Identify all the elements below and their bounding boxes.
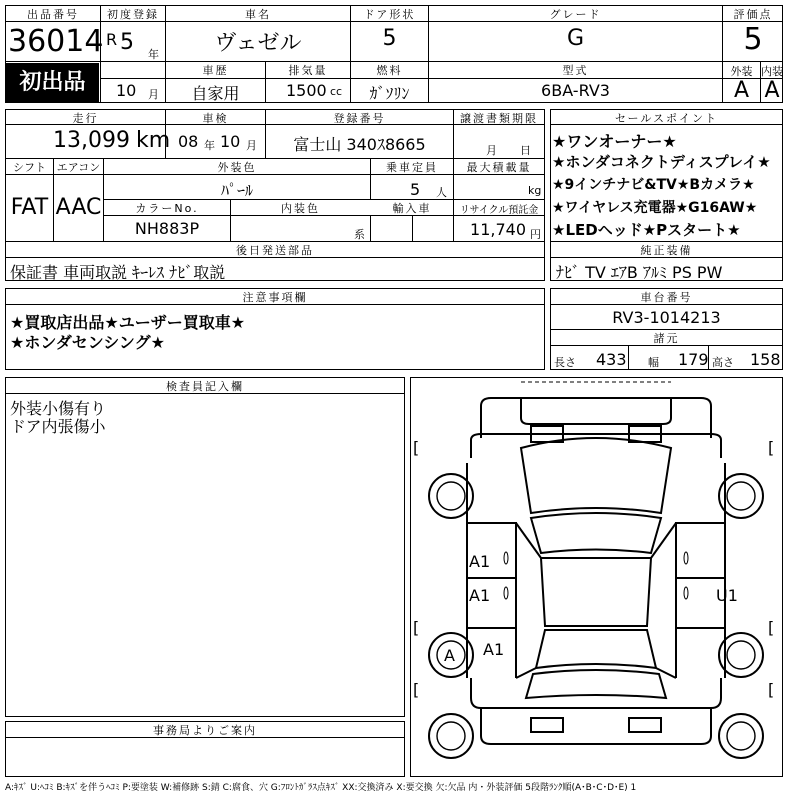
damage-mark: A [444, 646, 455, 665]
load-label: 最大積載量 [466, 161, 532, 174]
transfer-label: 譲渡書類期限 [460, 112, 538, 125]
lot-label: 出品番号 [27, 8, 79, 21]
sales-point: ★ワイヤレス充電器★G16AW★ [552, 200, 758, 216]
bracket-mark: [ [413, 438, 420, 457]
grade: G [566, 26, 585, 51]
door-count: 5 [382, 26, 397, 51]
lot-number: 36014 [8, 24, 104, 59]
model-code: 6BA-RV3 [541, 81, 610, 100]
insp-month-unit: 月 [246, 139, 257, 152]
displacement: 1500 [286, 81, 327, 100]
inspector-label: 検査員記入欄 [166, 380, 244, 393]
width-label: 幅 [648, 356, 659, 369]
transfer-day-unit: 日 [520, 144, 531, 157]
dims-label: 諸元 [653, 332, 680, 345]
options: ﾅﾋﾞ TV ｴｱB ｱﾙﾐ PS PW [556, 263, 723, 282]
height: 158 [750, 350, 781, 369]
grade-label: グレード [549, 8, 602, 21]
height-label: 高さ [712, 356, 734, 369]
score: 5 [743, 22, 763, 57]
fuel: ｶﾞｿﾘﾝ [369, 84, 410, 103]
sales-point: ★LEDヘッド★Pスタート★ [552, 221, 741, 239]
intcolor-label: 内装色 [281, 202, 320, 215]
era: R [106, 30, 118, 49]
bracket-mark: [ [768, 680, 775, 699]
inspection-month: 10 [220, 132, 241, 151]
inspection-year: 08 [178, 132, 199, 151]
transfer-month-unit: 月 [486, 144, 497, 157]
recycle-deposit: 11,740 [470, 220, 526, 239]
first-reg-label: 初度登録 [107, 8, 159, 21]
damage-mark: A1 [469, 552, 491, 571]
air-conditioner: AAC [55, 195, 102, 220]
damage-mark: A1 [483, 640, 505, 659]
int-grade: A [764, 78, 780, 103]
car-diagram-frame [410, 377, 783, 777]
options-label: 純正装備 [640, 244, 693, 257]
history-label: 車歴 [202, 64, 229, 77]
intcolor-unit: 系 [354, 228, 365, 241]
ac-label: エアコン [56, 161, 101, 174]
history: 自家用 [191, 84, 240, 103]
recycle-label: リサイクル預託金 [459, 205, 539, 216]
note-line: ★ホンダセンシング★ [10, 333, 165, 352]
first-listing-badge: 初出品 [6, 63, 99, 102]
office-label: 事務局よりご案内 [153, 724, 257, 737]
year-unit: 年 [148, 48, 159, 61]
int-grade-label: 内装 [761, 65, 783, 78]
month-unit: 月 [148, 88, 159, 101]
capacity: 5 [410, 180, 421, 199]
bracket-mark: [ [413, 680, 420, 699]
damage-mark: U1 [716, 586, 738, 605]
bracket-mark: [ [768, 618, 775, 637]
exterior-color: ﾊﾟｰﾙ [220, 181, 253, 200]
inspection-label: 車検 [202, 112, 229, 125]
car-name: ヴェゼル [214, 31, 302, 56]
ext-grade: A [733, 78, 750, 103]
chassis-number: RV3-1014213 [612, 308, 721, 327]
bracket-mark: [ [413, 618, 420, 637]
disp-unit: cc [330, 85, 343, 98]
later-label: 後日発送部品 [236, 244, 314, 257]
door-label: ドア形状 [363, 8, 416, 21]
legend: A:ｷｽﾞ U:ﾍｺﾐ B:ｷｽﾞを伴うﾍｺﾐ P:要塗装 W:補修跡 S:錆 C:腐食、穴 G:ﾌﾛﾝﾄｶﾞﾗｽ点ｷｽﾞ XX:交換済み X:要交換 欠:欠品 内・外装評価 5段階ﾗﾝｸ順(A･B･C･D･E) 1 [5, 783, 637, 793]
shift-label: シフト [13, 161, 46, 174]
capacity-label: 乗車定員 [386, 161, 438, 174]
sales-point: ★ワンオーナー★ [552, 132, 677, 151]
car-name-label: 車名 [245, 8, 271, 21]
first-reg-month: 10 [116, 81, 137, 100]
colorno-label: カラーNo. [135, 202, 199, 215]
score-label: 評価点 [733, 8, 773, 21]
sales-label: セールスポイント [614, 112, 718, 125]
model-label: 型式 [562, 64, 589, 77]
inspector-line: 外装小傷有り [10, 399, 107, 418]
later-parts: 保証書 車両取説 ｷｰﾚｽ ﾅﾋﾞ取説 [10, 263, 226, 282]
length: 433 [596, 350, 627, 369]
first-reg-year: 5 [120, 30, 134, 55]
disp-label: 排気量 [288, 64, 328, 77]
mileage: 13,099 [53, 128, 130, 153]
ext-grade-label: 外装 [730, 65, 753, 78]
note-line: ★買取店出品★ユーザー買取車★ [10, 313, 246, 332]
inspector-line: ドア内張傷小 [10, 417, 106, 436]
car-diagram [411, 378, 782, 776]
capacity-unit: 人 [436, 186, 447, 199]
sales-point: ★9インチナビ&TV★Bカメラ★ [552, 177, 755, 193]
damage-mark: A1 [469, 586, 491, 605]
color-number: NH883P [134, 219, 200, 238]
sales-point: ★ホンダコネクトディスプレイ★ [552, 153, 771, 171]
recycle-unit: 円 [530, 228, 541, 241]
regno-label: 登録番号 [333, 112, 386, 125]
registration-number: 富士山 340ｽ8665 [293, 135, 426, 154]
fuel-label: 燃料 [376, 64, 403, 77]
mileage-label: 走行 [72, 112, 99, 125]
shift: FAT [10, 195, 49, 220]
bracket-mark: [ [768, 438, 775, 457]
load-unit: kg [528, 184, 542, 197]
color-label: 外装色 [217, 161, 257, 174]
insp-year-unit: 年 [204, 139, 215, 152]
mileage-unit: km [136, 128, 171, 153]
chassis-label: 車台番号 [640, 291, 693, 304]
notes-label: 注意事項欄 [242, 291, 308, 304]
import-label: 輸入車 [392, 202, 432, 215]
length-label: 長さ [554, 356, 576, 369]
width: 179 [678, 350, 709, 369]
